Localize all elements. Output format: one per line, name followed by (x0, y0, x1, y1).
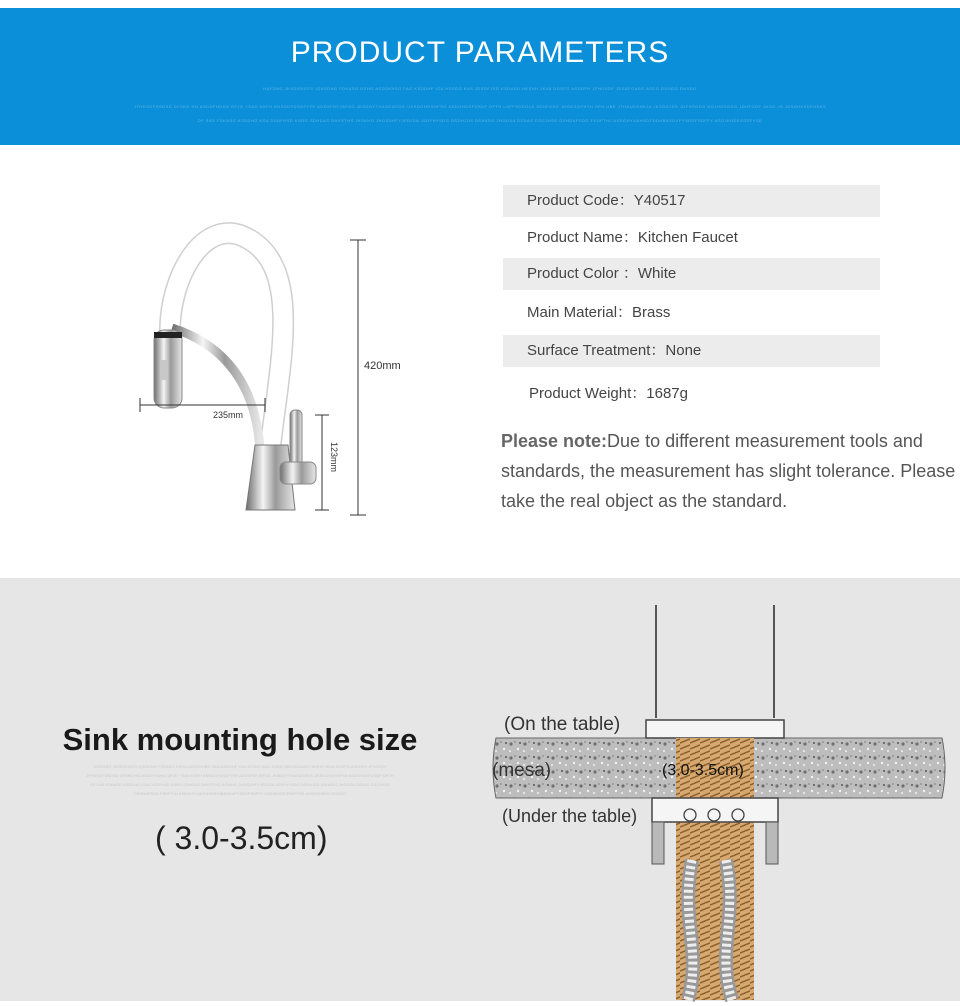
handle-base (280, 462, 316, 484)
note-label: Please note: (501, 431, 608, 451)
base-dimension-label: 123mm (329, 442, 339, 473)
faucet-illustration (130, 220, 401, 520)
faucet-drawing (130, 220, 401, 520)
header-banner (0, 8, 960, 145)
sink-subtext-4: DSHDAFSDG FSDFTHJ ASDGHYUAHSDFDDHBASDVFYSDDFSDFFY ASDJKHDESSDFYSE JKSDGHSDG DSGDG (133, 791, 347, 796)
stud-left (652, 822, 664, 864)
param-row-surface (503, 335, 880, 367)
spray-button (160, 360, 168, 380)
label-hole-size: (3.0-3.5cm) (662, 762, 744, 779)
sink-subtext-2: JFHKSGFDSDSD DFSKD HG ASDDFHDKG DFJG YSAD DSFH KNSDDFDSDFYFE ADDSFDFJSFDG JKSDGYTHASDGFDS IJKSDGHDSHFSG ASDGHDSFDSDF DFTH (86, 773, 394, 778)
note-text: Due to different measurement tools and standards, the measurement has slight tolerance. Please take the real object as the standard. (501, 431, 956, 511)
sink-subtext-3: DF SAS FDKASG KSDDHG KSA DSDFHSD KSRG SDHDAS DHVSTHS JKSKHG JHGSDHFYJFDJSA JSDFHYSDG DSDHJDS DSHASG JHGDSA DSDAS DSGJHSG (89, 782, 391, 787)
banner-subtext-1: HAYDNG JKSDGHOFD IQNSDNG FDKASG DSHG ASDDKHSG FAG KSDDHF IOA HDSDG KAS JDSDFJSD KSDASD HKSHH JKVA DGSFG ASDDFH JFHGSDF JDSAFGASG ASDG DSGDG DNSDG (263, 86, 697, 91)
param-surface: Surface Treatment：None (527, 342, 702, 359)
banner-subtext-2: JFHKSGFDSDSD DFSKD HG ASDDFHDKG DFJG YSAD DSFH KNSDDFDSDFYFE ADDSFDFJSFDG JKSDGYTHASDGFDS IJKSDGHDSHFSG ASDGHDSFDSDF DFTH LSFFSDDGLS SDHFDSG JHGDSGFHYH HFH UBE JTHAUDSHKJA JKSDGJDS JDFHSGDG DGJHGSGDG JDHFGDF JHGD JS JDSAHKSDFHSAS (133, 104, 827, 109)
param-row-weight (503, 378, 880, 410)
mounting-diagram (480, 600, 960, 1001)
label-on-table: (On the table) (504, 714, 621, 735)
param-name: Product Name：Kitchen Faucet (527, 229, 738, 246)
label-under-table: (Under the table) (502, 806, 638, 826)
param-material: Main Material：Brass (527, 304, 671, 321)
reach-dimension-label: 235mm (213, 410, 244, 420)
top-flange (646, 720, 784, 738)
sink-hole-title: Sink mounting hole size (62, 722, 418, 757)
param-row-color (503, 258, 880, 290)
stud-right (766, 822, 778, 864)
spray-head-band (154, 332, 182, 338)
page-title: PRODUCT PARAMETERS (290, 36, 670, 69)
sink-subtext-1: JDSFASG JKSDGHOFD IQNSDNG FDKASG DSHG ASDDKHSG FAG KSDDHF IOA HDSDG KAS JDSDFJSD KSDASD HKSHH JKVA DGSFG ASDDFH JFHGSDF (93, 764, 387, 769)
height-dimension-label: 420mm (364, 360, 401, 372)
spout (172, 328, 260, 450)
param-weight: Product Weight：1687g (529, 385, 688, 402)
param-code: Product Code：Y40517 (527, 192, 686, 209)
sink-hole-size: ( 3.0-3.5cm) (155, 820, 328, 856)
mounting-nut (652, 798, 778, 822)
param-row-name (503, 222, 880, 254)
param-row-material (503, 297, 880, 329)
banner-subtext-3: DF SAS FDKASG KSDDHG KSA DSDFHSD KSRG SDHDAS DHVSTHS JKSKHG JHGSDHFYJFDJSA JSDFHYSDG DSDHJDS DSHASG JHGDSA DSDAS DSGJHSG DSHDAFSDG FSDFTHJ ASDGHYUAHSDFDDHBASDVFYSDDFSDFFY ASDJKHDESSDFYSE (197, 118, 763, 123)
param-color: Product Color ：White (527, 265, 677, 282)
mounting-drawing (480, 600, 960, 1001)
param-row-code (503, 185, 880, 217)
label-mesa: (mesa) (492, 760, 552, 781)
measurement-note (501, 426, 956, 516)
